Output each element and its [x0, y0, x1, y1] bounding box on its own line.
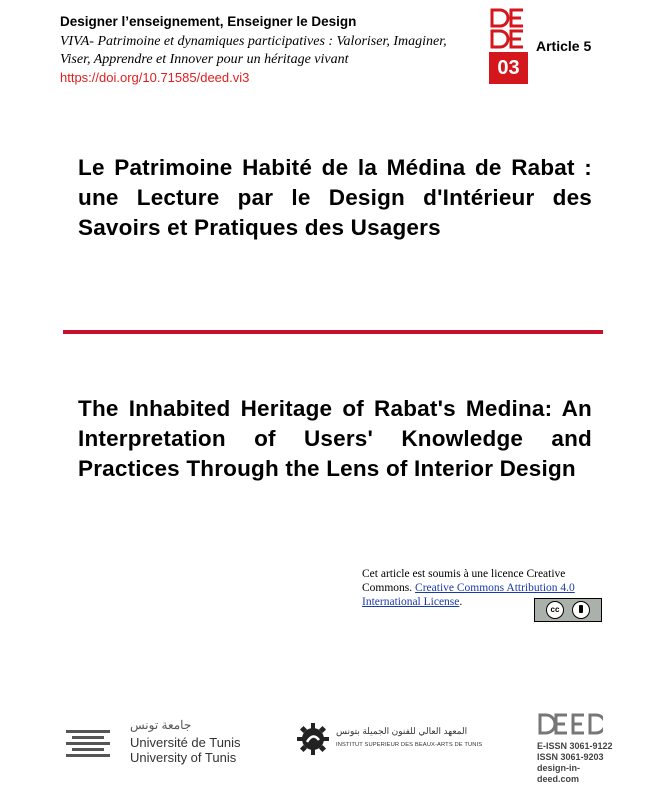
doi-link[interactable]: https://doi.org/10.71585/deed.vi3	[60, 70, 250, 85]
isba-french-name: INSTITUT SUPERIEUR DES BEAUX-ARTS DE TUNIS	[336, 742, 483, 748]
deed-footer-logo-icon	[537, 712, 603, 736]
issue-title: VIVA- Patrimoine et dynamiques participatives : Valoriser, Imaginer, Viser, Apprendre et Innover pour un héritage vivant	[60, 34, 447, 67]
deed-footer-block	[537, 712, 615, 785]
university-arabic-name: جامعة تونس	[130, 718, 192, 732]
deed-website[interactable]: design-in-deed.com	[537, 763, 580, 784]
university-tunis-logo-icon	[64, 726, 112, 760]
license-text: Cet article est soumis à une licence Creative Commons.	[362, 568, 566, 594]
deed-logo-icon	[489, 7, 529, 51]
article-label: Article 5	[536, 38, 592, 54]
issue-number-badge: 03	[489, 52, 528, 84]
eissn-number: E-ISSN 3061-9122	[537, 741, 613, 751]
title-english: The Inhabited Heritage of Rabat's Medina: An Interpretation of Users' Knowledge and Practices Through the Lens of Interior Design	[78, 396, 592, 481]
university-english-name: University of Tunis	[130, 750, 237, 765]
isba-gear-logo-icon	[296, 722, 330, 756]
license-link[interactable]: Creative Commons Attribution 4.0 International License	[362, 582, 575, 608]
issn-number: ISSN 3061-9203	[537, 752, 604, 762]
by-person-icon	[572, 601, 590, 619]
title-french: Le Patrimoine Habité de la Médina de Rabat : une Lecture par le Design d'Intérieur des Savoirs et Pratiques des Usagers	[78, 155, 592, 240]
license-period: .	[459, 596, 463, 608]
journal-title: Designer l’enseignement, Enseigner le Design	[60, 14, 357, 29]
cc-by-badge[interactable]	[534, 598, 602, 622]
title-divider	[63, 330, 603, 334]
university-french-name: Université de Tunis	[130, 735, 241, 750]
cc-icon: cc	[546, 601, 564, 619]
isba-arabic-name: المعهد العالي للفنون الجميلة بتونس	[336, 726, 468, 736]
